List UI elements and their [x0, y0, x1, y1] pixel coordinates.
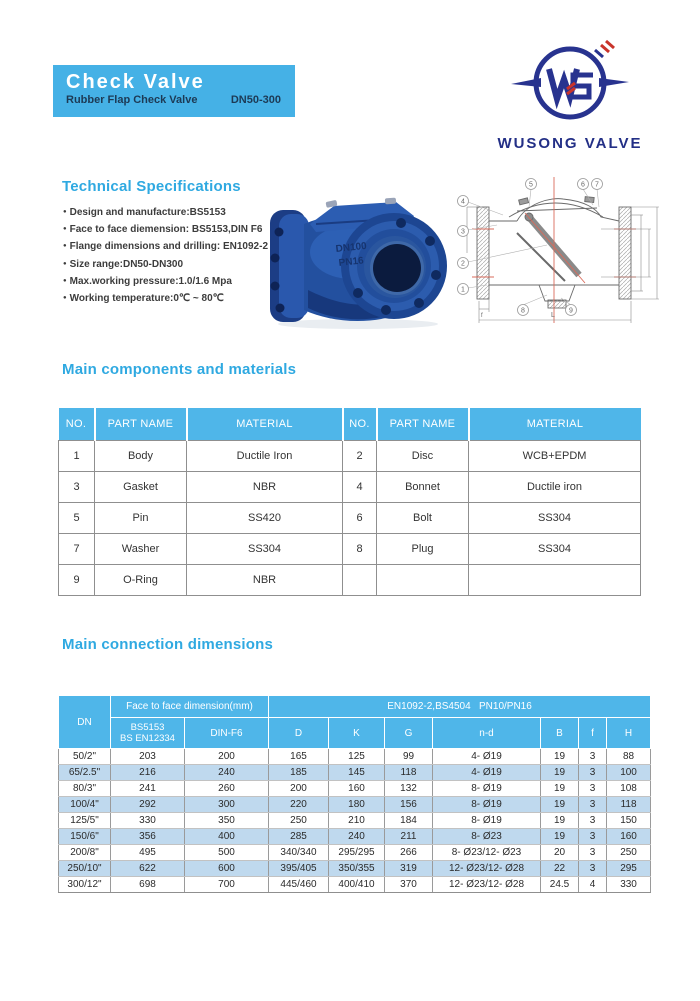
- dimension-row-cell: 495: [111, 845, 185, 861]
- component-row-cell: O-Ring: [95, 565, 187, 596]
- dimension-row-cell: 19: [541, 781, 579, 797]
- dimension-row-cell: 500: [185, 845, 269, 861]
- dimension-row: [59, 829, 651, 845]
- dimension-row-cell: 180: [329, 797, 385, 813]
- group-header-face-to-face: Face to face dimension(mm): [111, 696, 269, 718]
- dimension-row-cell: 200/8": [59, 845, 111, 861]
- dimension-row-cell: 125/5": [59, 813, 111, 829]
- dimension-row-cell: 125: [329, 749, 385, 765]
- dimension-row-cell: 200: [269, 781, 329, 797]
- component-row-cell: 2: [343, 441, 377, 472]
- dimension-row-cell: 250/10": [59, 861, 111, 877]
- component-row-cell: Body: [95, 441, 187, 472]
- col-header-f: f: [579, 718, 607, 749]
- dimension-row-cell: 216: [111, 765, 185, 781]
- tech-specs-heading: Technical Specifications: [62, 178, 241, 195]
- dimension-row-cell: 160: [329, 781, 385, 797]
- dimension-row-cell: 266: [385, 845, 433, 861]
- component-row: [59, 472, 641, 503]
- component-row-cell: [343, 565, 377, 596]
- dimension-row-cell: 19: [541, 765, 579, 781]
- col-header: MATERIAL: [187, 408, 343, 441]
- dimension-row-cell: 622: [111, 861, 185, 877]
- dimension-row-cell: 165: [269, 749, 329, 765]
- col-header-h: H: [607, 718, 651, 749]
- callout-1: 1: [461, 286, 465, 294]
- dimension-row-cell: 203: [111, 749, 185, 765]
- dimension-row-cell: 350: [185, 813, 269, 829]
- dimension-row-cell: 400/410: [329, 877, 385, 893]
- component-row-cell: Ductile iron: [469, 472, 641, 503]
- dimension-row-cell: 700: [185, 877, 269, 893]
- col-header: NO.: [343, 408, 377, 441]
- subtitle-row: [53, 93, 295, 106]
- dimension-row-cell: 698: [111, 877, 185, 893]
- cast-text-pn: PN16: [338, 255, 365, 269]
- dimension-row-cell: 65/2.5": [59, 765, 111, 781]
- dimension-row-cell: 295: [607, 861, 651, 877]
- col-header: PART NAME: [95, 408, 187, 441]
- dimension-row-cell: 88: [607, 749, 651, 765]
- dimension-row-cell: 12- Ø23/12- Ø28: [433, 877, 541, 893]
- component-row: [59, 503, 641, 534]
- dimension-row-cell: 150/6": [59, 829, 111, 845]
- dimension-row-cell: 145: [329, 765, 385, 781]
- component-row-cell: 4: [343, 472, 377, 503]
- component-row-cell: 3: [59, 472, 95, 503]
- component-row-cell: 6: [343, 503, 377, 534]
- component-row: [59, 441, 641, 472]
- dimension-row-cell: 240: [329, 829, 385, 845]
- dimension-row-cell: 600: [185, 861, 269, 877]
- col-header-k: K: [329, 718, 385, 749]
- bs-standard-line2: BS EN12334: [120, 733, 175, 744]
- dimension-row-cell: 285: [269, 829, 329, 845]
- dimensions-table: [58, 695, 651, 893]
- component-row-cell: SS304: [469, 503, 641, 534]
- callout-7: 7: [595, 181, 599, 189]
- dimension-row-cell: 185: [269, 765, 329, 781]
- dimension-row: [59, 877, 651, 893]
- dimension-row-cell: 350/355: [329, 861, 385, 877]
- callout-3: 3: [461, 228, 465, 236]
- dimension-row-cell: 99: [385, 749, 433, 765]
- product-title: Check Valve: [66, 71, 205, 93]
- dimension-row-cell: 20: [541, 845, 579, 861]
- dimension-row-cell: 250: [269, 813, 329, 829]
- callout-4: 4: [461, 198, 465, 206]
- component-row-cell: SS420: [187, 503, 343, 534]
- col-header-nd: n-d: [433, 718, 541, 749]
- dimension-row-cell: 3: [579, 813, 607, 829]
- dimension-row-cell: 395/405: [269, 861, 329, 877]
- dimension-row-cell: 356: [111, 829, 185, 845]
- dimension-row-cell: 8- Ø23: [433, 829, 541, 845]
- dimension-row-cell: 118: [385, 765, 433, 781]
- bs-standard-line1: BS5153: [130, 722, 165, 733]
- col-header-bs: [111, 718, 185, 749]
- spec-item: ● Max.working pressure:1.0/1.6 Mpa: [63, 273, 283, 290]
- dimension-row: [59, 781, 651, 797]
- callout-8: 8: [521, 307, 525, 315]
- dimension-row-cell: 8- Ø19: [433, 813, 541, 829]
- component-row-cell: SS304: [187, 534, 343, 565]
- title-block: [53, 65, 295, 117]
- spec-item: ● Working temperature:0℃ ~ 80℃: [63, 290, 283, 307]
- dimension-row-cell: 8- Ø23/12- Ø23: [433, 845, 541, 861]
- tech-specs-list: [63, 204, 283, 307]
- component-row-cell: SS304: [469, 534, 641, 565]
- dimension-row-cell: 4- Ø19: [433, 765, 541, 781]
- group-header-flange: EN1092-2,BS4504 PN10/PN16: [269, 696, 651, 718]
- component-row-cell: Bolt: [377, 503, 469, 534]
- dimension-row-cell: 50/2": [59, 749, 111, 765]
- dimension-row-cell: 210: [329, 813, 385, 829]
- dim-label-length: L: [551, 312, 555, 319]
- col-header: PART NAME: [377, 408, 469, 441]
- components-heading: Main components and materials: [62, 361, 297, 378]
- col-header-g: G: [385, 718, 433, 749]
- dimension-row: [59, 749, 651, 765]
- spec-item: ● Size range:DN50-DN300: [63, 256, 283, 273]
- component-row-cell: NBR: [187, 565, 343, 596]
- col-header-b: B: [541, 718, 579, 749]
- spec-item: ● Design and manufacture:BS5153: [63, 204, 283, 221]
- dimension-row-cell: 19: [541, 813, 579, 829]
- component-row-cell: 8: [343, 534, 377, 565]
- technical-drawing: [447, 171, 661, 336]
- valve-photo: [266, 190, 448, 332]
- dimension-row-cell: 445/460: [269, 877, 329, 893]
- col-header-din: DIN-F6: [185, 718, 269, 749]
- spec-item: ● Flange dimensions and drilling: EN1092-2: [63, 238, 283, 255]
- dn-range: DN50-300: [230, 94, 281, 106]
- component-row-cell: Bonnet: [377, 472, 469, 503]
- spec-item: ● Face to face diemension: BS5153,DIN F6: [63, 221, 283, 238]
- component-row-cell: 7: [59, 534, 95, 565]
- dimension-row: [59, 845, 651, 861]
- dimension-row-cell: 220: [269, 797, 329, 813]
- dimension-row-cell: 132: [385, 781, 433, 797]
- component-row-cell: Ductile Iron: [187, 441, 343, 472]
- dim-label-f: f: [481, 313, 483, 319]
- dimension-row-cell: 160: [607, 829, 651, 845]
- callout-6: 6: [581, 181, 585, 189]
- dimension-row-cell: 330: [607, 877, 651, 893]
- component-row: [59, 565, 641, 596]
- component-row-cell: 1: [59, 441, 95, 472]
- dimensions-header-row-2: [59, 718, 651, 749]
- dimension-row-cell: 19: [541, 829, 579, 845]
- dimension-row-cell: 3: [579, 845, 607, 861]
- component-row-cell: NBR: [187, 472, 343, 503]
- component-row-cell: Disc: [377, 441, 469, 472]
- dimension-row-cell: 250: [607, 845, 651, 861]
- callout-9: 9: [569, 307, 573, 315]
- dimension-row-cell: 100/4": [59, 797, 111, 813]
- dimension-row-cell: 3: [579, 765, 607, 781]
- dimensions-header-row-1: [59, 696, 651, 718]
- dimension-row-cell: 400: [185, 829, 269, 845]
- component-row-cell: Washer: [95, 534, 187, 565]
- component-row-cell: 5: [59, 503, 95, 534]
- dimension-row-cell: 118: [607, 797, 651, 813]
- dimension-row-cell: 184: [385, 813, 433, 829]
- col-header-d: D: [269, 718, 329, 749]
- dimension-row-cell: 295/295: [329, 845, 385, 861]
- component-row-cell: [469, 565, 641, 596]
- components-table: [58, 408, 641, 596]
- dimension-row: [59, 797, 651, 813]
- dimension-row-cell: 150: [607, 813, 651, 829]
- col-header: MATERIAL: [469, 408, 641, 441]
- component-row: [59, 534, 641, 565]
- brand-name: WUSONG VALVE: [497, 135, 643, 152]
- dimension-row-cell: 108: [607, 781, 651, 797]
- component-row-cell: Pin: [95, 503, 187, 534]
- dimension-row-cell: 319: [385, 861, 433, 877]
- dimension-row-cell: 3: [579, 749, 607, 765]
- callout-5: 5: [529, 181, 533, 189]
- components-header-row: [59, 408, 641, 441]
- dimension-row: [59, 813, 651, 829]
- dimension-row: [59, 765, 651, 781]
- dimension-row-cell: 8- Ø19: [433, 797, 541, 813]
- dimension-row-cell: 24.5: [541, 877, 579, 893]
- dimension-row-cell: 241: [111, 781, 185, 797]
- dimension-row-cell: 80/3": [59, 781, 111, 797]
- dimension-row-cell: 300/12": [59, 877, 111, 893]
- dimension-row-cell: 3: [579, 797, 607, 813]
- dimension-row-cell: 240: [185, 765, 269, 781]
- col-header-dn: DN: [59, 696, 111, 749]
- dimension-row-cell: 211: [385, 829, 433, 845]
- product-subtitle: Rubber Flap Check Valve: [66, 94, 198, 106]
- dimension-row-cell: 156: [385, 797, 433, 813]
- brand-logo: [465, 33, 675, 158]
- dimension-row-cell: 19: [541, 797, 579, 813]
- dimension-row-cell: 8- Ø19: [433, 781, 541, 797]
- callout-2: 2: [461, 260, 465, 268]
- dimension-row-cell: 370: [385, 877, 433, 893]
- cast-text-dn: DN100: [335, 240, 368, 255]
- dimension-row-cell: 292: [111, 797, 185, 813]
- dimension-row-cell: 19: [541, 749, 579, 765]
- col-header: NO.: [59, 408, 95, 441]
- dimension-row-cell: 3: [579, 861, 607, 877]
- component-row-cell: WCB+EPDM: [469, 441, 641, 472]
- dimension-row-cell: 22: [541, 861, 579, 877]
- dimension-row-cell: 100: [607, 765, 651, 781]
- dimension-row-cell: 340/340: [269, 845, 329, 861]
- dimension-row-cell: 330: [111, 813, 185, 829]
- dimension-row-cell: 3: [579, 829, 607, 845]
- dimension-row-cell: 4: [579, 877, 607, 893]
- dimension-row-cell: 300: [185, 797, 269, 813]
- dimension-row: [59, 861, 651, 877]
- logo-mark-icon: [505, 33, 635, 133]
- dimensions-heading: Main connection dimensions: [62, 636, 274, 653]
- dimension-row-cell: 3: [579, 781, 607, 797]
- component-row-cell: 9: [59, 565, 95, 596]
- dimension-row-cell: 4- Ø19: [433, 749, 541, 765]
- component-row-cell: Gasket: [95, 472, 187, 503]
- component-row-cell: Plug: [377, 534, 469, 565]
- component-row-cell: [377, 565, 469, 596]
- dimension-row-cell: 260: [185, 781, 269, 797]
- dimension-row-cell: 12- Ø23/12- Ø28: [433, 861, 541, 877]
- dimension-row-cell: 200: [185, 749, 269, 765]
